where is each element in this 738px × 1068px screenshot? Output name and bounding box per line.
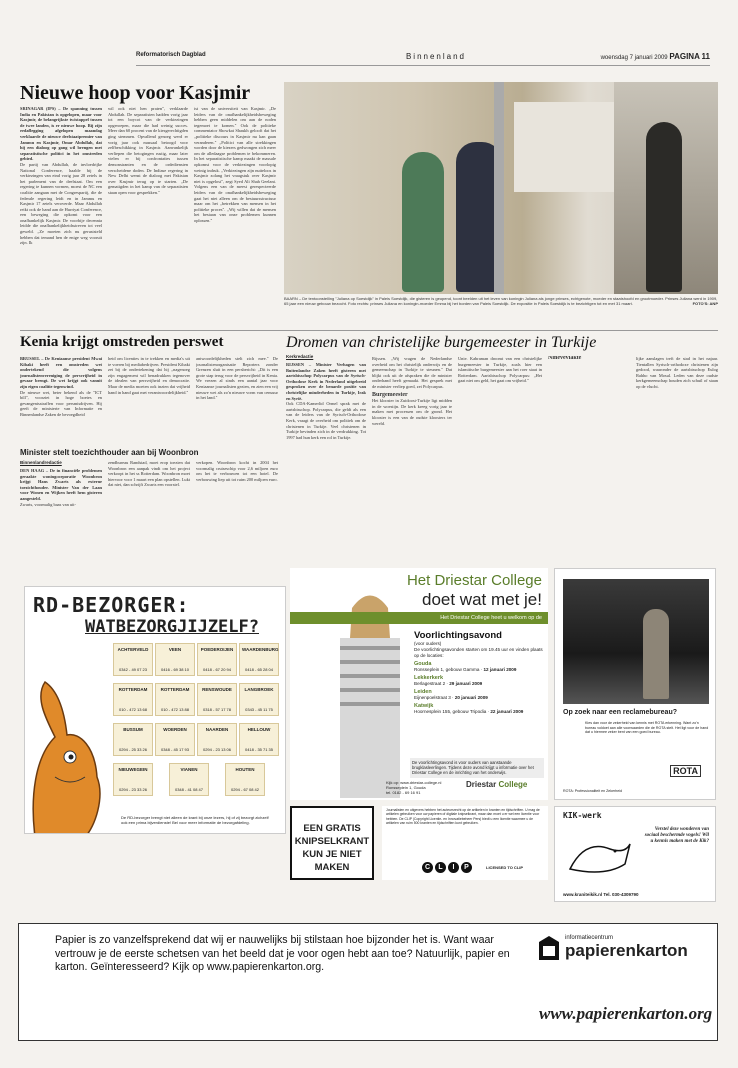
dc-event-title: Voorlichtingsavond (414, 630, 502, 641)
rd-note (197, 643, 237, 676)
article3-col1 (20, 468, 102, 530)
driestar-college-ad[interactable] (290, 568, 548, 800)
clip-letter-c: C (422, 862, 433, 873)
girl-illustration (330, 578, 410, 798)
dc-logo-a: Driestar (466, 780, 497, 789)
papierenkarton-ad[interactable] (18, 923, 718, 1041)
rd-note-place: ROTTERDAM (118, 687, 148, 692)
photo-divider (494, 82, 504, 294)
dc-address[interactable]: Kijk op: www.driestar-college.nl Ronsseplein 1, Gouda tel. 0182 - 69 16 91 (386, 780, 442, 795)
rd-note-place: BUSSUM (123, 727, 143, 732)
dc-location-city: Leiden (414, 689, 432, 695)
rd-note (113, 763, 153, 796)
rd-note (155, 723, 195, 756)
page-date (601, 52, 710, 61)
rd-note-place: WOERDEN (163, 727, 187, 732)
rd-note-phone: 0348 - 45 17 93 (160, 747, 190, 752)
page-header (136, 52, 710, 66)
rd-note-phone: 0294 - 23 13 06 (202, 747, 232, 752)
pk-logo-big: papierenkarton (565, 941, 688, 960)
rota-body: Kies dan voor de zekerheid van kennis met ROTA erkenning. Want zo'n bureau voldoet aan alle voorwaarden die de ROTA stelt. Het ligt voor de hand dat u hiermee zeker bent van een goed bureau. (585, 721, 709, 735)
rd-note (239, 683, 279, 716)
article1-title: Nieuwe hoop voor Kasjmir (20, 82, 251, 104)
clip-letter-i: I (448, 862, 459, 873)
dc-location-detail (414, 695, 544, 701)
article4-col1-text: Ook CDA-Kamerlid Ormel sprak met de aartsbisschop. Polycarpus, die geldt als een van de leiders van de Syrisch-Orthodoxe Kerk, vraagt de overheid om politiek om de christenen in Turkije. Veel christenen in Turkije bevinden zich in de verdrukking. Tot 1997 had hun kerk een rol in Turkije. (286, 401, 366, 440)
photo-credit: FOTO'S: ANP (692, 301, 718, 306)
window-light (514, 102, 624, 192)
article1-lead: SRINAGAR (IPS) – De spanning tussen India en Pakistan is opgelopen, maar voor Kasjmir, de belangrijkste twistappel tussen de twee landen, is er nieuwe hoop. Bij zijn eedaflegging afgelopen maandag verklaarde de nieuwe deelstaatpremier van Jammu en Kasjmir, Omar Abdullah, dat hij een dialoog op gang wil brengen met separatistische politici in het omstreden gebied. (20, 106, 102, 162)
rota-ad[interactable] (554, 568, 716, 800)
article2-col3: antwoordelijkheden stelt zich mee." De journalistenorganisatie Reporters zonder Grenzen sluit in een persbericht: „Dit is een grote stap terug voor de persvrijheid in Kenia. We vrezen al sinds een aantal jaar voor Keniaanse journalisten gezien, en zien een vrij nieuwe wet als zo'n nieuwe vorm van censuur in het land." (196, 356, 278, 401)
rd-note (155, 643, 195, 676)
rd-note-phone: 0294 - 23 33 26 (118, 787, 148, 792)
rabbit-illustration (25, 677, 115, 834)
rd-note-phone: 0348 - 41 08 47 (174, 787, 204, 792)
clip-tag: LICENSED TO CLIP (486, 865, 524, 870)
dc-location-date: 12 januari 2009 (483, 667, 517, 672)
rd-note-place: WAARDENBURG (242, 647, 279, 652)
article4-kicker: Kerkredactie (286, 354, 314, 359)
article3-col1-text: Zwarts, voormalig baas van uit- (20, 501, 76, 507)
rd-note-phone: 0418 - 67 20 94 (202, 667, 232, 672)
dc-logo-b: College (498, 780, 528, 789)
pk-logo-icon (537, 934, 561, 962)
article3-col2: zendbureau Randstad, moet erop toezien dat Woonbron een aanpak vindt om het project verkoopt in het ss Rotterdam. Woonbron moet hiervoor voor 1 maart een plan opstellen. Lukt dat niet, dan schrijft Zwarts een voorstel. (108, 460, 190, 488)
juliana-exhibition-photo (284, 82, 718, 294)
clip-letter-l: L (435, 862, 446, 873)
dc-event-sub: (voor ouders) (414, 641, 442, 646)
clip-ad[interactable] (382, 806, 548, 880)
rd-note-place: VIANEN (180, 767, 198, 772)
kik-footer[interactable]: www.kraniteikik.nl Tel. 030-4309790 (563, 892, 639, 897)
dc-intro: De voorlichtingsavonden starten om 19.45 uur en vinden plaats op de locaties: (414, 647, 543, 658)
rd-note-place: ACHTERVELD (117, 647, 149, 652)
dc-info-box: De voorlichtingsavond is voor ouders van aanstaande brugklasleerlingen. Tijdens deze avond krijgt u informatie over het Driestar College en de inrichting van het onderwijs. (410, 758, 544, 778)
article4-col4: Unie. Kabraman droomt van een christelijke burgemeester in Turkije, zoals hier een islamitische burgemeester aan het roer staat in Rotterdam. Aartsbisschop Polycarpus: „Het gaat niet om geld, het gaat om vrijheid." (458, 356, 542, 384)
article4-col5-head: Ninevevlakte (548, 356, 582, 361)
article2-col2: heid om licenties in te trekken en media's uit te voeren bij mediabedrijven. President Kibaki zei bij de ondertekening dat hij „nagenoeg zijn engagement wil benadrukken tegenover de idealen van persvrijheid en democratie. Maar de media moeten ook inzien dat vrijheid hand in hand gaat met verantwoordelijkheid." (108, 356, 190, 395)
dc-location-date: 22 januari 2009 (490, 709, 524, 714)
rd-note-phone: 0418 - 35 71 35 (244, 747, 274, 752)
rd-ad-title: RD-BEZORGER: (33, 593, 190, 617)
rd-note-phone: 0342 - 49 07 23 (118, 667, 148, 672)
dc-strip: Het Driestar College heet u welkom op de (290, 612, 548, 624)
pk-url[interactable]: www.papierenkarton.org (539, 1004, 713, 1023)
kik-ad[interactable] (554, 806, 716, 902)
article4-col1 (286, 362, 366, 540)
dc-location-detail (414, 709, 544, 715)
page-label: PAGINA (669, 52, 700, 61)
statue-figure-green (402, 152, 444, 292)
dc-location-date: 20 januari 2009 (454, 695, 488, 700)
pk-logo-row (537, 934, 688, 962)
archive-figure (646, 122, 682, 292)
article3-lead: DEN HAAG – De in financiële problemen geraakte woningcorporatie Woonbron krijgt Hans Zwarts als externe toezichthouder. Minister Van der Laan voor Wonen en Wijken heeft hem gisteren aangesteld. (20, 468, 102, 501)
rd-note-phone: 0294 - 25 33 26 (118, 747, 148, 752)
rd-note-phone: 010 - 472 13 68 (118, 707, 148, 712)
rd-note-phone: 0343 - 45 11 75 (245, 707, 273, 712)
rd-note-place: VEEN (168, 647, 182, 652)
dc-location-detail (414, 667, 544, 673)
dc-logo (466, 780, 527, 789)
article1-col1-text: De partij van Abdullah, de invloedrijke National Conference, haalde bij de verkiezingen van eind vorig jaar 28 zetels in het parlement van de deelstaat. Om een regering te kunnen vormen, moest de NC een coalitie aangaan met de Congrespartij, die de federale regering leidt en in Jammu en Kasjmir 17 zetels veroverde. Maar Abdullah reikt ook de hand aan de Hurriyat Conference, een beweging die opkomt voor een onafhankelijk Kasjmir. De voorbije decennia leidde die onafhankelijkheidsstreven tot veel geweld. „Ze moeten zich nu geruststeld hebben dat iemand hen de enige weg vooruit zijn. Ik (20, 161, 102, 246)
pk-logo (537, 934, 688, 962)
rd-note (113, 683, 153, 716)
article4-title: Dromen van christelijke burgemeester in Turkije (286, 334, 597, 351)
rd-note-place: LANGBROEK (244, 687, 274, 692)
article1-col2: wil ook niet hen praten", verklaarde Abdullah. De separatisten hadden vorig jaar tot een boycot van de verkiezingen opgeroepen, maar die had weinig succes. Meer dan 60 procent van de kiesgerechtigden ging stemmen. Opvallend genoeg werd er vorig jaar ook massaal betoogd voor zelfbeschikking in Kasjmir. Aanvankelijk verliepen die betogingen rustig, maar later vielen er bij confrontaties tussen demonstranten en de ordediensten verscheidene doden. De Indiase regering in New Delhi wenst de dialoog met Pakistan over Kasjmir terug op te starten. „De gematigden in het kamp van de separatisten staan open voor gesprekken." (108, 106, 188, 195)
rd-note (113, 723, 153, 756)
rota-figure (643, 609, 669, 699)
clip-logo (422, 862, 472, 873)
section-name: Binnenland (405, 52, 467, 61)
rd-note (225, 763, 265, 796)
dc-headline1: Het Driestar College (406, 572, 542, 589)
bird-illustration (565, 829, 635, 879)
rota-title: Op zoek naar een reclamebureau? (563, 709, 677, 716)
article2-title: Kenia krijgt omstreden perswet (20, 334, 224, 350)
rd-note-place: NIEUWEGEIN (118, 767, 148, 772)
article2-lead: BRUSSEL – De Keniaanse president Mwai Kibaki heeft een omstreden wet ondertekend die volgens journalistenvereniging de persvrijheid in gevaar brengt. De wet krijgt ook vanuit zijn eigen coalitie tegenwind. (20, 356, 102, 389)
article4-lead: RIJSSEN – Minister Verhagen van Buitenlandse Zaken heeft gisteren met aartsbisschop Polycarpus van de Syrisch-Orthodoxe Kerk in Nederland uitgebreid gesproken over de benarde positie van christelijke minderheden in Turkije, Irak en Syrië. (286, 362, 366, 401)
rd-note (239, 643, 279, 676)
rd-note-place: NAARDEN (205, 727, 229, 732)
page-number: 11 (701, 52, 710, 61)
rd-bezorger-ad[interactable] (24, 586, 286, 834)
article2-col1 (20, 356, 102, 442)
rd-note-phone: 0418 - 65 28 04 (244, 667, 274, 672)
dc-location-address: Berlagestraat 2 (414, 681, 446, 686)
rd-note (113, 643, 153, 676)
rd-note-place: RENSWOUDE (202, 687, 232, 692)
rd-note-place: HELLOUW (247, 727, 271, 732)
rd-note-phone: 010 - 472 13 88 (160, 707, 190, 712)
article4-subhead: Burgemeester (372, 391, 408, 398)
rd-note-place: ROTTERDAM (160, 687, 190, 692)
rd-ad-footer: De RD-bezorger brengt niet alleen de krant bij onze lezers, hij of zij bezorgt zichzelf ook een prima bijverdienste! Bel voor meer informatie de bezorgafdeling. (121, 815, 269, 825)
paper-name: Reformatorisch Dagblad (136, 52, 206, 58)
dc-location-city: Gouda (414, 661, 432, 667)
kik-title: KIK-werk (563, 811, 602, 820)
rd-note-phone: 0416 - 69 38 10 (160, 667, 190, 672)
article3-kicker: Binnenlandredactie (20, 460, 62, 465)
dc-location-address: Ronsseplein 1, gebouw Gamma (414, 667, 480, 672)
caption-text: BAARN – De tentoonstelling "Juliana op Soestdijk" in Paleis Soestdijk, die gisteren is geopend, toont beelden uit het leven van koningin Juliana als jonge prinses, echtgenote, moeder en staatshoofd en grootmoeder. Prinses Juliana werd in 1909, 65 jaar een nieuw gebouw bezocht. Foto rechts: prinses Juliana en koningin-moeder Emma bij het borden van Paleis Soestdijk. De expositie in Paleis Soestdijk is te bezichtigen tot en met 31 maart. (284, 296, 718, 306)
dc-location-date: 29 januari 2009 (449, 681, 483, 686)
photo-caption (284, 296, 718, 306)
kik-body: Verstel deze wonderen van sociaal beschermde vogels! Wil u kennis maken met de Kik? (644, 827, 709, 844)
article3-col3: verkopen. Woonbron kocht in 2004 het voormalig cruiseschip voor 2,6 miljoen euro om het te verbouwen tot een hotel. De verbouwing liep uit tot ruim 200 miljoen euro. (196, 460, 278, 482)
article1-col3: ist van de universiteit van Kasjmir. „De leiders van de onafhankelijkheidsbeweging hebben geen middelen om aan de noden tegemoet te komen." Ook de politieke commentator Showkat Shaukh gelooft dat het „politieke discours in Kasjmir nu kan gaan veranderen." „Politici van alle strekkingen worden door de kiezers gedwongen zich meer om de alledaagse problemen te bekommeren. In het separatistische kamp maakt de massale opkomst voor de verkiezingen voorlopig weinig indruk. „Verkiezingen zijn nutteloos in Kasjmir zolang het vraagstuk over Kasjmir niet is opgelost", zegt Syed Ali Shah Geelani. Volgens een van de meest gerespecteerde leiders van de onafhankelijkheidsbeweging gaat het niet alleen om de bestuursstructuur maar om het „betrekken van mensen in het politieke proces". „Wij willen dat de mensen het bestaan van onze problemen kunnen oplossen." (194, 106, 276, 223)
knipselkrant-ad: EEN GRATIS KNIPSELKRANT KUN JE NIET MAKEN (290, 806, 374, 880)
dc-separator: · (486, 709, 491, 714)
dc-location-address: Eijnenpoelstraat 3 (414, 695, 451, 700)
rd-note (239, 723, 279, 756)
dc-location-detail (414, 681, 544, 687)
article3-title: Minister stelt toezichthouder aan bij Woonbron (20, 448, 199, 457)
pk-logo-small: informatiecentrum (565, 935, 614, 941)
rota-logo: ROTA (670, 765, 701, 777)
rd-note-place: HOUTEN (235, 767, 255, 772)
article4-col5 (548, 356, 630, 540)
divider (20, 330, 718, 331)
rota-footer: ROTA: Professionaliteit en Zekerheid (563, 789, 623, 793)
article4-col2 (372, 356, 452, 540)
dc-location-city: Lekkerkerk (414, 675, 444, 681)
dc-locations (414, 661, 544, 715)
dc-separator: · (450, 695, 455, 700)
article1-col1 (20, 106, 102, 306)
dc-info (414, 630, 544, 715)
dc-location-city: Katwijk (414, 703, 434, 709)
article4-col3-text: Het klooster in Zuidoost-Turkije ligt midden in de woestijn. De kerk kreeg vorig jaar te maken met processen om de grond. Het klooster is een van de oudste kloosters ter wereld. (372, 398, 452, 426)
date-text: woensdag 7 januari 2009 (600, 55, 668, 61)
dc-headline2: doet wat met je! (421, 590, 542, 609)
rd-note-phone: 0318 - 57 17 78 (202, 707, 232, 712)
rd-ad-subtitle: WATBEZORGJIJZELF? (85, 617, 259, 637)
rd-note (197, 683, 237, 716)
dc-separator: · (445, 681, 450, 686)
article4-col6: lijke aanslagen treft de stad in het najaar. Tientallen Syrisch-orthodoxe christenen zijn gedood, waaronder de aartsbisschop Eulog Rahho van Mosul. Leden van deze oudste kerkgemeenschap houden zich schuil of staan op de vlucht. (636, 356, 718, 389)
article2-col1-text: De nieuwe wet, beter bekend als de "ICT bill", voorziet in hoge boetes en gevangenisstraffen voor persmisdrijven. Hij geeft de ministerie van Informatie en Binnenlandse Zaken de bevoegdheid (20, 389, 102, 417)
dc-location-address: Hoornesplein 155, gebouw Tripodia (414, 709, 487, 714)
rd-note (169, 763, 209, 796)
clip-letter-p: P (461, 862, 472, 873)
article4-col2-text: Rijssen. „Wij vragen de Nederlandse overheid om het christelijk onderwijs en de gemeenschap in Turkije te steunen." Dat blijkt ook uit de afspraken die de minister onderhand heeft gemaakt. Het gesprek met de minister verliep goed, zei Polycarpus. (372, 356, 452, 389)
pk-logo-text (565, 935, 688, 961)
rd-note-place: POEDEROIJEN (200, 647, 234, 652)
dc-separator: · (479, 667, 484, 672)
clip-text: Journalisten en uitgevers hebben het auteursrecht op de artikelen in kranten en tijdschriften. U mag de artikelen gebruiken voor uw papieren of digitale knipselkrant, maar dan moet u er wel een licentie voor hebben. De CLIP (Copyright Licentie- en Innovatiebeheer Pers) biedt u een licentie waarmee u de artikelen van ruim 500 kranten en tijdschriften kunt gebruiken. (386, 808, 540, 826)
rd-note-phone: 0294 - 67 08 42 (230, 787, 260, 792)
rd-note (197, 723, 237, 756)
rd-note (155, 683, 195, 716)
pk-text: Papier is zo vanzelfsprekend dat wij er nauwelijks bij stilstaan hoe bijzonder het is. Want waar vertrouw je de eerste schetsen van het beeld dat je voor ogen hebt aan toe? Natuurlijk, papier en karton. Geïnteresseerd? Kijk op www.papierenkarton.org. (55, 934, 510, 973)
rota-image (563, 579, 709, 704)
